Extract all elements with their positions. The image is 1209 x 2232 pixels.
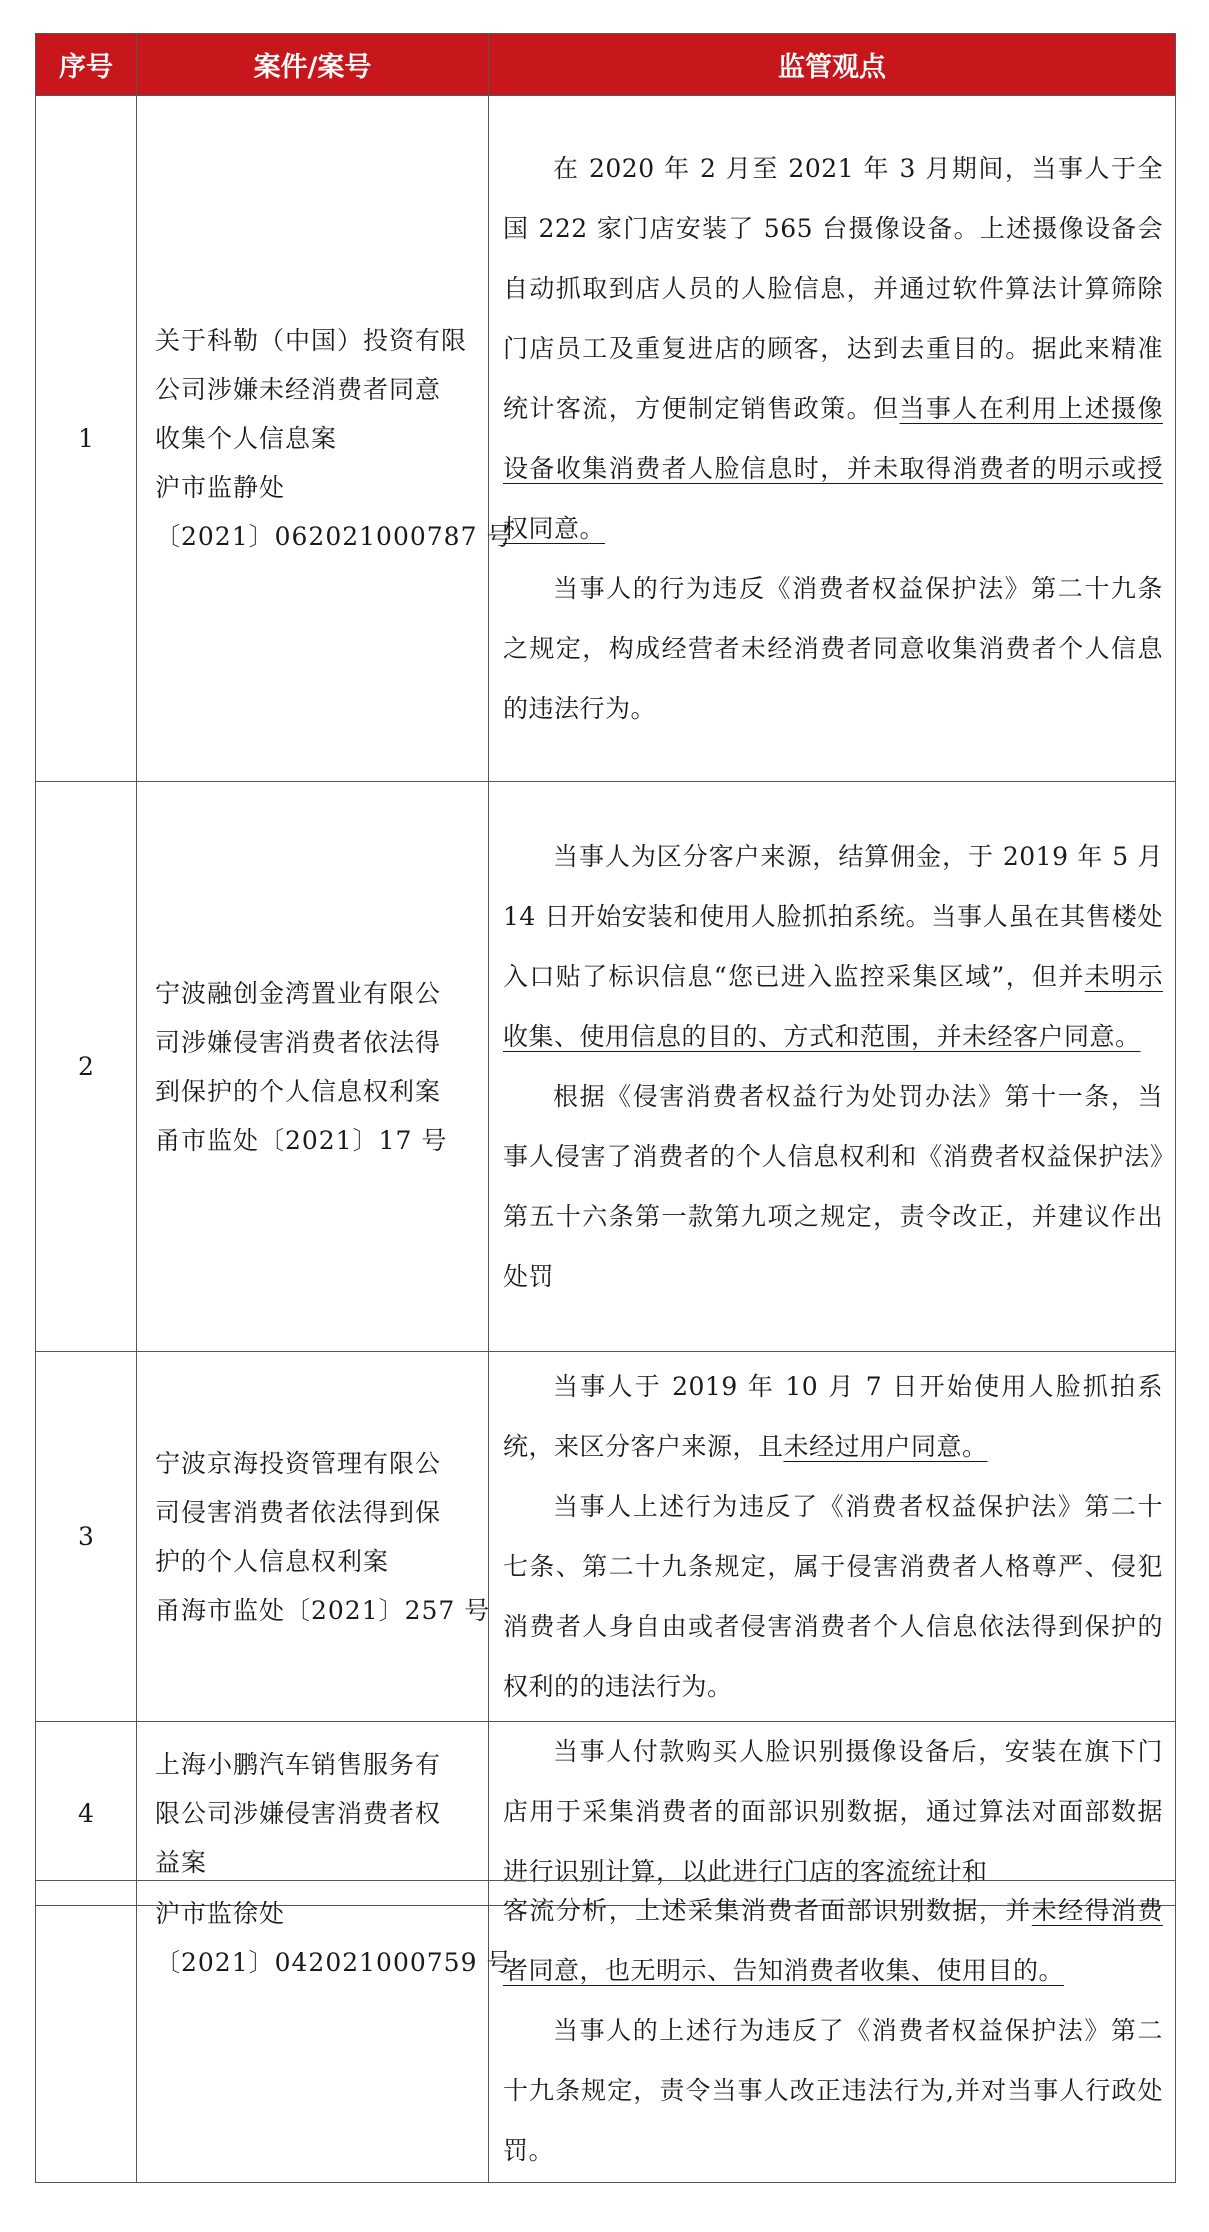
view-underlined-text: 未经得消费者同意，也无明示、告知消费者收集、使用目的。 — [503, 1896, 1163, 1985]
case-line: 甬市监处〔2021〕17 号 — [155, 1125, 448, 1155]
case-line: 沪市监静处 — [155, 473, 286, 502]
case-cell — [137, 1352, 489, 1722]
view-paragraph: 当事人上述行为违反了《消费者权益保护法》第二十七条、第二十九条规定，属于侵害消费者人格尊严、侵犯消费者人身自由或者侵害消费者个人信息依法得到保护的权利的的违法行为。 — [503, 1491, 1163, 1701]
view-cell — [489, 96, 1176, 782]
view-cell — [489, 1352, 1176, 1722]
view-paragraph — [503, 1357, 1163, 1477]
case-table-continuation — [35, 1880, 1176, 2183]
case-cell — [137, 96, 513, 782]
view-paragraph — [503, 1881, 1163, 2001]
case-line: 司侵害消费者依法得到保 — [155, 1497, 442, 1527]
case-line: 护的个人信息权利案 — [155, 1546, 390, 1576]
row-index: 3 — [36, 1352, 137, 1722]
view-paragraph: 当事人付款购买人脸识别摄像设备后，安装在旗下门店用于采集消费者的面部识别数据，通过算法对面部数据进行识别计算，以此进行门店的客流统计和 — [503, 1737, 1163, 1886]
view-paragraph: 根据《侵害消费者权益行为处罚办法》第十一条，当事人侵害了消费者的个人信息权利和《消费者权益保护法》第五十六条第一款第九项之规定，责令改正，并建议作出处罚 — [503, 1081, 1163, 1291]
view-underlined-text: 未明示收集、使用信息的目的、方式和范围，并未经客户同意。 — [503, 961, 1163, 1051]
table-header-row — [36, 34, 1176, 96]
case-line: 收集个人信息案 — [155, 424, 338, 453]
view-cell — [489, 1881, 1176, 2183]
case-cell — [137, 1722, 489, 1906]
case-line: 公司涉嫌未经消费者同意 — [155, 375, 442, 404]
case-line: 宁波融创金湾置业有限公 — [155, 978, 442, 1008]
header-case: 案件/案号 — [137, 34, 489, 96]
table-row — [36, 1881, 1176, 2183]
case-line: 〔2021〕062021000787 号 — [155, 522, 513, 551]
row-index: 1 — [36, 96, 137, 782]
table-row — [36, 96, 1176, 782]
view-text: 当事人于 2019 年 10 月 7 日开始使用人脸抓拍系统，来区分客户来源，且 — [503, 1371, 1163, 1461]
view-cell — [489, 1722, 1176, 1906]
case-line: 沪市监徐处 — [155, 1899, 286, 1928]
view-underlined-text: 当事人在利用上述摄像设备收集消费者人脸信息时，并未取得消费者的明示或授权同意。 — [503, 393, 1163, 543]
case-line: 到保护的个人信息权利案 — [155, 1076, 442, 1106]
view-underlined-text: 未经过用户同意。 — [783, 1431, 988, 1461]
view-text: 客流分析，上述采集消费者面部识别数据，并 — [503, 1896, 1032, 1925]
case-line: 司涉嫌侵害消费者依法得 — [155, 1027, 442, 1057]
case-line: 益案 — [155, 1848, 208, 1877]
case-line: 上海小鹏汽车销售服务有 — [155, 1750, 442, 1779]
view-paragraph — [503, 827, 1163, 1067]
case-line: 宁波京海投资管理有限公 — [155, 1448, 442, 1478]
table-row — [36, 782, 1176, 1352]
case-line: 限公司涉嫌侵害消费者权 — [155, 1799, 442, 1828]
view-paragraph — [503, 139, 1163, 559]
table-row — [36, 1352, 1176, 1722]
table-row — [36, 1722, 1176, 1906]
case-cell — [137, 1881, 513, 2183]
case-cell — [137, 782, 489, 1352]
case-line: 〔2021〕042021000759 号 — [155, 1948, 513, 1977]
case-line: 甬海市监处〔2021〕257 号 — [155, 1595, 491, 1625]
view-text: 当事人为区分客户来源，结算佣金，于 2019 年 5 月 14 日开始安装和使用人脸抓拍系统。当事人虽在其售楼处入口贴了标识信息“您已进入监控采集区域”，但并 — [503, 841, 1163, 991]
row-index: 2 — [36, 782, 137, 1352]
view-paragraph: 当事人的上述行为违反了《消费者权益保护法》第二十九条规定，责令当事人改正违法行为,并对当事人行政处罚。 — [503, 2016, 1163, 2165]
row-index-empty — [36, 1881, 137, 2183]
header-view: 监管观点 — [489, 34, 1176, 96]
header-index: 序号 — [36, 34, 137, 96]
view-text: 在 2020 年 2 月至 2021 年 3 月期间，当事人于全国 222 家门店安装了 565 台摄像设备。上述摄像设备会自动抓取到店人员的人脸信息，并通过软件算法计算筛除门店员工及重复进店的顾客，达到去重目的。据此来精准统计客流，方便制定销售政策。但 — [503, 153, 1163, 423]
view-cell — [489, 782, 1176, 1352]
view-paragraph: 当事人的行为违反《消费者权益保护法》第二十九条之规定，构成经营者未经消费者同意收集消费者个人信息的违法行为。 — [503, 573, 1163, 723]
row-index: 4 — [36, 1722, 137, 1906]
case-line: 关于科勒（中国）投资有限 — [155, 326, 468, 355]
case-table — [35, 33, 1176, 1906]
